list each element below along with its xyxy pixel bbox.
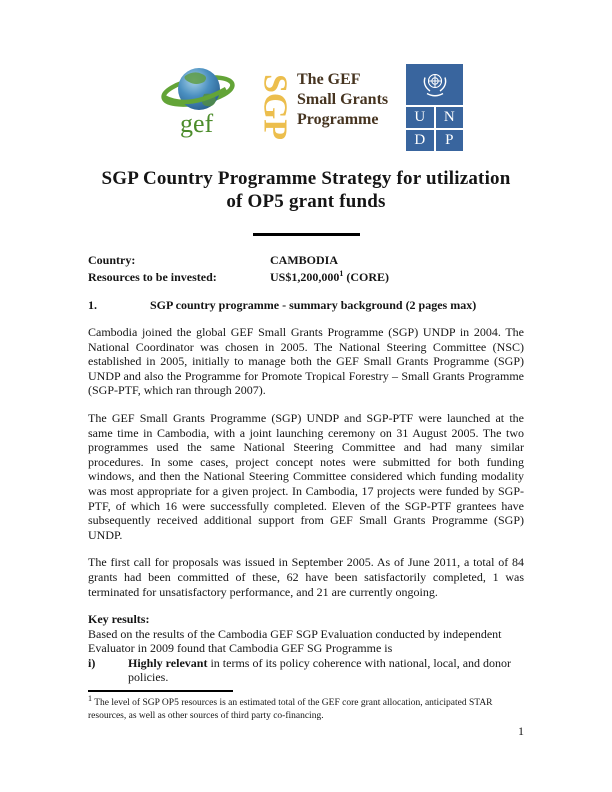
footnote-text: $^1$ The level of SGP OP5 resources is an estimated total of the GEF core grant allocation, anticipated STAR resources, as well as other sources of third party co-financing. (88, 693, 493, 721)
document-title-line1: SGP Country Programme Strategy for utilization (101, 168, 511, 189)
gef-wordmark: gef (180, 109, 214, 138)
meta-block (88, 252, 524, 286)
sgp-logo (258, 66, 388, 152)
gef-globe-icon (160, 64, 236, 140)
gef-logo (160, 64, 236, 140)
logo-band (0, 64, 612, 156)
footnote (88, 690, 524, 723)
document-title (0, 167, 612, 213)
resources-value: US$1,200,000$^1$ (CORE) (270, 269, 390, 284)
title-divider (253, 233, 360, 236)
key-results-heading: Key results: (88, 612, 150, 627)
footnote-number: 1 (88, 693, 92, 703)
footnote-divider (88, 690, 233, 692)
sgp-vertical-wordmark: SGP (256, 73, 294, 141)
section-1-heading (88, 298, 524, 313)
document-title-line2: of OP5 grant funds (226, 191, 386, 212)
country-label: Country: (88, 253, 136, 267)
country-value: CAMBODIA (270, 253, 338, 267)
section-number: 1. (88, 298, 97, 312)
undp-logo (406, 64, 463, 151)
un-emblem-icon (406, 64, 463, 105)
document-body (88, 298, 524, 685)
sgp-tagline-line: Small Grants (297, 91, 389, 108)
undp-letter: P (436, 130, 464, 151)
undp-letter: N (436, 107, 464, 128)
country-row (88, 252, 524, 269)
resources-row (88, 269, 524, 286)
section-heading-text: SGP country programme - summary background (2 pages max) (150, 298, 477, 312)
undp-letter: D (406, 130, 434, 151)
paragraph: The first call for proposals was issued in September 2005. As of June 2011, a total of 84 grants had been committed of these, 62 have been satisfactorily completed, 1 was terminated for unsatisfactory performance, and 21 are currently ongoing. (88, 555, 524, 599)
key-results-item (88, 656, 524, 685)
undp-letter: U (406, 107, 434, 128)
sgp-tagline-line: Programme (297, 111, 379, 128)
paragraph: Cambodia joined the global GEF Small Grants Programme (SGP) UNDP in 2004. The National Coordinator was chosen in 2005. The National Steering Committee (NSC) established in 2005, initially to manage both the GEF Small Grants Programme (SGP) UNDP and also the Programme for Promote Tropical Forestry – Small Grants Programme (SGP-PTF, which ran through 2007). (88, 325, 524, 398)
undp-wordmark (406, 107, 463, 151)
footnote-reference: 1 (339, 269, 344, 278)
list-item-text: Highly relevant in terms of its policy coherence with national, local, and donor policies. (128, 655, 512, 685)
sgp-tagline (297, 66, 388, 130)
key-results-intro: Based on the results of the Cambodia GEF SGP Evaluation conducted by independent Evaluator in 2009 found that Cambodia GEF SG Programme is (88, 626, 502, 656)
paragraph: The GEF Small Grants Programme (SGP) UNDP and SGP-PTF were launched at the same time in Cambodia, with a joint launching ceremony on 31 August 2005. The two programmes used the same National Steering Committee and had many similar procedures. In some cases, project concept notes were submitted for both funding windows, and then the National Steering Committee considered which funding modality was most appropriate for a given project. In Cambodia, 17 projects were funded by SGP-PTF, of which 16 were successfully completed. Eleven of the SGP-PTF grantees have subsequently received additional support from GEF Small Grants Programme (SGP) UNDP. (88, 410, 524, 542)
list-marker: i) (88, 655, 96, 670)
page-number: 1 (518, 724, 524, 738)
sgp-tagline-line: The GEF (297, 71, 361, 88)
resources-label: Resources to be invested: (88, 270, 217, 284)
